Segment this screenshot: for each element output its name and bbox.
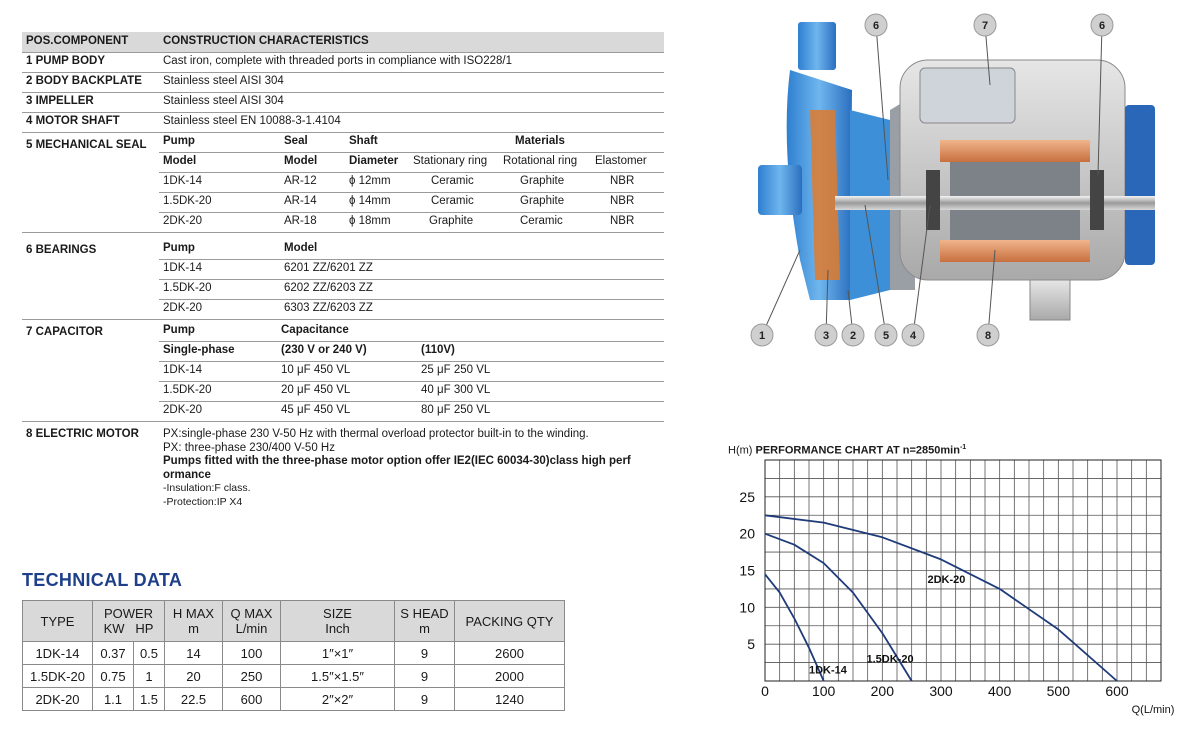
electric-motor-label: 8 ELECTRIC MOTOR	[26, 428, 139, 440]
cell: 1	[134, 665, 165, 688]
row-motor-shaft	[22, 112, 664, 133]
curve-label: 1.5DK-20	[866, 653, 914, 666]
cell: 2600	[455, 642, 565, 665]
cell: 0.37	[93, 642, 134, 665]
cell: 9	[395, 665, 455, 688]
cell: Graphite	[520, 175, 565, 187]
cap-h-pump: Pump	[163, 324, 195, 336]
cell: ϕ 18mm	[349, 215, 391, 227]
seal-row	[159, 192, 664, 213]
electric-motor-text	[163, 428, 631, 510]
seal-h-pump: Pump	[163, 135, 195, 147]
cell: 20	[165, 665, 223, 688]
cell: 0.75	[93, 665, 134, 688]
y-tick-label: 25	[739, 488, 755, 505]
bearing-h-model: Model	[284, 242, 318, 254]
cell: Ceramic	[520, 215, 563, 227]
cell: AR-18	[284, 215, 317, 227]
cell: 1.5DK-20	[163, 195, 212, 207]
mechanical-seal-label: 5 MECHANICAL SEAL	[26, 139, 147, 151]
cell: 1.1	[93, 688, 134, 711]
cell: 6303 ZZ/6203 ZZ	[284, 302, 373, 314]
impeller	[810, 110, 840, 280]
cell: 2000	[455, 665, 565, 688]
chart-title-sup: -1	[959, 444, 967, 451]
svg-text:3: 3	[822, 330, 830, 342]
cell: Ceramic	[431, 175, 474, 187]
seal-h-materials: Materials	[515, 135, 565, 147]
svg-text:4: 4	[909, 330, 917, 342]
seal-h-seal: Seal	[284, 135, 308, 147]
motor-line: -Protection:IP X4	[163, 495, 243, 508]
cap-h-capacitance: Capacitance	[281, 324, 349, 336]
row-pump-body	[22, 52, 664, 73]
x-tick-label: 0	[761, 683, 769, 699]
cell: 10 μF 450 VL	[281, 364, 351, 376]
td-header-row	[23, 601, 565, 642]
seal-header-1	[159, 132, 664, 153]
motor-line: PX:single-phase 230 V-50 Hz with thermal overload protector built-in to the winding.	[163, 428, 589, 440]
cell: 2DK-20	[163, 215, 202, 227]
item-value: Stainless steel AISI 304	[163, 95, 284, 107]
cell: 9	[395, 688, 455, 711]
cell: 1.5DK-20	[163, 384, 212, 396]
bearing-row	[159, 299, 664, 320]
th-power	[93, 601, 165, 642]
svg-text:2: 2	[849, 330, 857, 342]
cell: 40 μF 300 VL	[421, 384, 491, 396]
cell: 100	[223, 642, 281, 665]
th-packing: PACKING QTY	[455, 601, 565, 642]
motor-line: ormance	[163, 468, 211, 481]
th-qmax-label: Q MAX	[230, 606, 273, 621]
th-size	[281, 601, 395, 642]
cell: 80 μF 250 VL	[421, 404, 491, 416]
seal-h-elastomer: Elastomer	[595, 155, 647, 167]
cell: 6201 ZZ/6201 ZZ	[284, 262, 373, 274]
callout-1	[751, 250, 800, 346]
cell: 1.5″×1.5″	[281, 665, 395, 688]
seal-h-model: Model	[163, 155, 197, 167]
bearings-header	[159, 239, 664, 260]
th-hmax	[165, 601, 223, 642]
y-tick-label: 5	[747, 636, 755, 653]
cell: 6202 ZZ/6203 ZZ	[284, 282, 373, 294]
chart-xlabel: Q(L/min)	[1131, 704, 1175, 716]
curve-label: 2DK-20	[927, 574, 966, 587]
cell: 250	[223, 665, 281, 688]
cell: 20 μF 450 VL	[281, 384, 351, 396]
x-tick-label: 500	[1046, 683, 1071, 699]
th-size-label: SIZE	[323, 606, 352, 621]
th-shead-unit: m	[419, 621, 430, 636]
svg-text:1: 1	[758, 330, 766, 342]
capacitor-row	[159, 381, 664, 402]
cell: 45 μF 450 VL	[281, 404, 351, 416]
capacitor-header-2	[159, 341, 664, 362]
cell: AR-12	[284, 175, 317, 187]
bearing-h-pump: Pump	[163, 242, 195, 254]
th-qmax	[223, 601, 281, 642]
chart-title: PERFORMANCE CHART AT n=2850min	[755, 444, 960, 457]
seal-h-shaft: Shaft	[349, 135, 378, 147]
cell: 2DK-20	[23, 688, 93, 711]
cap-h-230: (230 V or 240 V)	[281, 344, 367, 356]
cell: 1.5DK-20	[163, 282, 212, 294]
motor-line: PX: three-phase 230/400 V-50 Hz	[163, 441, 335, 454]
cell: 1.5DK-20	[23, 665, 93, 688]
cell: 0.5	[134, 642, 165, 665]
cell: 9	[395, 642, 455, 665]
seal-h-rotational: Rotational ring	[503, 155, 578, 167]
th-shead	[395, 601, 455, 642]
construction-char-header: CONSTRUCTION CHARACTERISTICS	[163, 35, 369, 47]
cell: Graphite	[429, 215, 474, 227]
td-row	[23, 642, 565, 665]
cell: 2″×2″	[281, 688, 395, 711]
th-qmax-unit: L/min	[235, 621, 268, 636]
seal-header-2	[159, 152, 664, 173]
td-row	[23, 665, 565, 688]
technical-data-title: TECHNICAL DATA	[22, 570, 183, 590]
x-tick-label: 400	[987, 683, 1012, 699]
divider	[22, 319, 159, 320]
bearing-row	[159, 259, 664, 280]
item-value: Stainless steel AISI 304	[163, 75, 284, 87]
cap-h-110: (110V)	[421, 344, 455, 356]
cap-h-single: Single-phase	[163, 344, 235, 356]
chart-ylabel: H(m)	[728, 444, 753, 457]
cell: 1DK-14	[23, 642, 93, 665]
svg-text:8: 8	[984, 330, 992, 342]
motor-line: -Insulation:F class.	[163, 482, 251, 495]
cell: 22.5	[165, 688, 223, 711]
cell: NBR	[610, 195, 635, 207]
cell: NBR	[610, 175, 635, 187]
curve-label: 1DK-14	[809, 664, 847, 677]
seal-row	[159, 212, 664, 233]
th-hp: HP	[135, 621, 154, 636]
svg-text:6: 6	[872, 20, 880, 32]
cell: 2DK-20	[163, 404, 202, 416]
capacitor-row	[159, 361, 664, 382]
item-label: 1 PUMP BODY	[26, 55, 106, 67]
th-shead-label: S HEAD	[400, 606, 449, 621]
divider	[22, 232, 159, 233]
item-label: 3 IMPELLER	[26, 95, 94, 107]
cell: 600	[223, 688, 281, 711]
cell: NBR	[610, 215, 635, 227]
x-tick-label: 100	[811, 683, 836, 699]
item-value: Stainless steel EN 10088-3-1.4104	[163, 115, 341, 127]
cell: 1.5	[134, 688, 165, 711]
svg-text:7: 7	[981, 20, 989, 32]
item-value: Cast iron, complete with threaded ports in compliance with ISO228/1	[163, 55, 513, 67]
cell: ϕ 14mm	[349, 195, 391, 207]
cell: 1DK-14	[163, 262, 202, 274]
seal-h-diameter: Diameter	[349, 155, 399, 167]
cell: 2DK-20	[163, 302, 202, 314]
capacitor-row	[159, 401, 664, 422]
th-type: TYPE	[23, 601, 93, 642]
cell: 25 μF 250 VL	[421, 364, 491, 376]
cell: 1240	[455, 688, 565, 711]
th-size-unit: Inch	[325, 621, 350, 636]
td-row	[23, 688, 565, 711]
seal-h-stationary: Stationary ring	[413, 155, 488, 167]
seal-row	[159, 172, 664, 193]
x-tick-label: 300	[929, 683, 953, 699]
item-label: 4 MOTOR SHAFT	[26, 115, 120, 127]
capacitor-label: 7 CAPACITOR	[26, 326, 103, 338]
svg-text:6: 6	[1098, 20, 1106, 32]
cell: Ceramic	[431, 195, 474, 207]
cell: 1DK-14	[163, 175, 202, 187]
y-tick-label: 15	[739, 562, 755, 579]
th-power-label: POWER	[103, 606, 154, 621]
performance-chart	[725, 455, 1175, 720]
motor-shaft	[835, 196, 1155, 210]
y-tick-label: 20	[739, 525, 755, 542]
bearings-label: 6 BEARINGS	[26, 244, 97, 256]
item-label: 2 BODY BACKPLATE	[26, 75, 142, 87]
cell: 14	[165, 642, 223, 665]
x-tick-label: 200	[870, 683, 895, 699]
cell: Graphite	[520, 195, 565, 207]
x-tick-label: 600	[1105, 683, 1129, 699]
y-tick-label: 10	[739, 599, 755, 616]
technical-data-table	[22, 600, 565, 711]
cell: 1″×1″	[281, 642, 395, 665]
divider	[22, 421, 159, 422]
row-impeller	[22, 92, 664, 113]
th-hmax-label: H MAX	[172, 606, 215, 621]
pump-cutaway-diagram	[740, 0, 1200, 360]
pos-component-header: POS.COMPONENT	[26, 35, 129, 47]
cell: ϕ 12mm	[349, 175, 391, 187]
capacitor-header-1	[159, 321, 664, 342]
th-kw: KW	[103, 621, 125, 636]
cell: AR-14	[284, 195, 317, 207]
seal-h-model2: Model	[284, 155, 318, 167]
cell: 1DK-14	[163, 364, 202, 376]
svg-text:5: 5	[882, 330, 890, 342]
th-hmax-unit: m	[188, 621, 199, 636]
bearing-row	[159, 279, 664, 300]
row-body-backplate	[22, 72, 664, 93]
motor-line: Pumps fitted with the three-phase motor option offer IE2(IEC 60034-30)class high perf	[163, 455, 631, 468]
construction-header	[22, 32, 664, 53]
